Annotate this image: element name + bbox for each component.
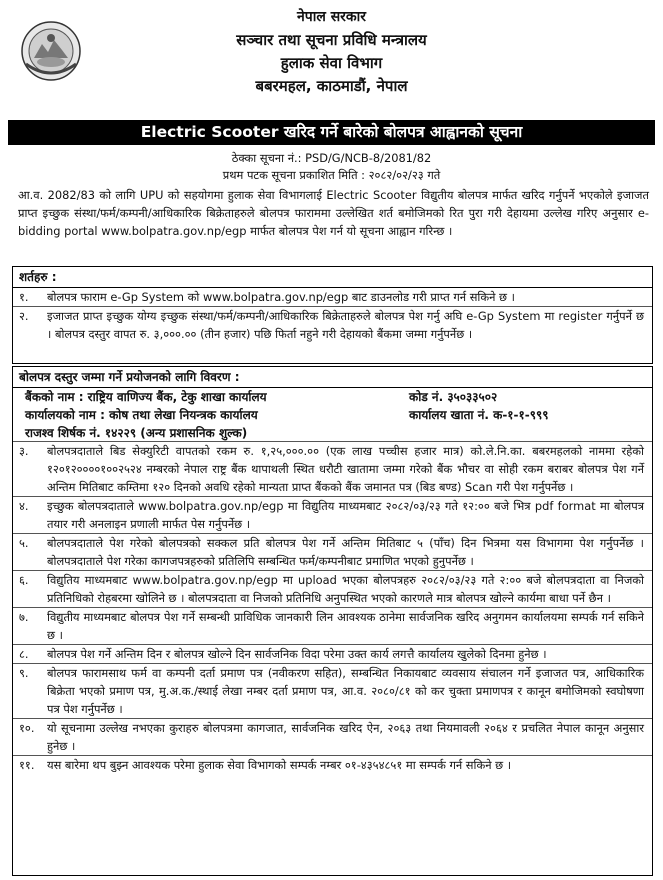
revenue-head: राजश्व शिर्षक नं. १४२२९ (अन्य प्रशासनिक शुल्क) bbox=[25, 426, 248, 440]
item-text: इच्छुक बोलपत्रदाताले www.bolpatra.gov.np/egp मा विद्युतिय माध्यमबाट २०८२/०३/२३ गते १२:०० बजे भित्र pdf format मा बोलपत्र तयार गरी अनलाइन प्रणाली मार्फत पेस गर्नुपर्नेछ । bbox=[47, 499, 644, 531]
bank-code: कोड नं. ३५०३३५०२ bbox=[409, 390, 498, 404]
item-number: ८. bbox=[19, 647, 29, 661]
item-text: बोलपत्र फारामसाथ फर्म वा कम्पनी दर्ता प्रमाण पत्र (नवीकरण सहित), सम्बन्धित निकायबाट व्यवसाय संचालन गर्ने इजाजत पत्र, आधिकारिक बिक्रेता भएको प्रमाण पत्र, मु.अ.क./स्थाई लेखा नम्बर दर्ता प्रमाण पत्र, आ.व. २०८०/८१ को कर चुक्ता प्रमाणपत्र र कानून बमोजिमको स्वघोषणा पत्र पेश गर्नुपर्नेछ । bbox=[47, 666, 644, 716]
header-lines bbox=[0, 6, 663, 98]
item-number: २. bbox=[19, 309, 29, 323]
list-item bbox=[13, 442, 652, 497]
item-number: ७. bbox=[19, 610, 29, 624]
item-number: ५. bbox=[19, 536, 29, 550]
item-text: बोलपत्र फाराम e-Gp System को www.bolpatra.gov.np/egp बाट डाउनलोड गरी प्राप्त गर्न सकिने छ । bbox=[47, 290, 515, 304]
list-item bbox=[13, 645, 652, 664]
list-item bbox=[13, 608, 652, 645]
bank-name: बैंकको नाम : राष्ट्रिय वाणिज्य बैंक, टेकु शाखा कार्यालय bbox=[25, 390, 267, 404]
department-name: हुलाक सेवा विभाग bbox=[280, 54, 383, 72]
item-text: यस बारेमा थप बुझ्न आवश्यक परेमा हुलाक सेवा विभागको सम्पर्क नम्बर ०१-४३५४८५१ मा सम्पर्क गर्न सकिने छ । bbox=[47, 758, 512, 772]
item-text: बोलपत्र पेश गर्ने अन्तिम दिन र बोलपत्र खोल्ने दिन सार्वजनिक विदा परेमा उक्त कार्य लगत्तै कार्यालय खुलेको दिनमा हुनेछ । bbox=[47, 647, 547, 661]
list-item bbox=[13, 571, 652, 608]
item-text: विद्युतीय माध्यमबाट बोलपत्र पेश गर्ने सम्बन्धी प्राविधिक जानकारी लिन आवश्यक ठानेमा सार्वजनिक खरिद अनुगमन कार्यालयमा सम्पर्क गर्न सकिने छ । bbox=[47, 610, 644, 642]
list-item bbox=[13, 307, 652, 343]
govt-name: नेपाल सरकार bbox=[296, 9, 366, 25]
reference-block bbox=[0, 150, 663, 184]
item-number: ९. bbox=[19, 666, 29, 680]
office-name: कार्यालयको नाम : कोष तथा लेखा नियन्त्रक कार्यालय bbox=[25, 408, 258, 422]
list-item bbox=[13, 756, 652, 774]
item-number: ११. bbox=[19, 758, 35, 772]
list-item bbox=[13, 719, 652, 756]
fee-heading: बोलपत्र दस्तुर जम्मा गर्ने प्रयोजनको लागि विवरण : bbox=[13, 367, 652, 388]
list-item bbox=[13, 497, 652, 534]
intro-paragraph: आ.व. 2082/83 को लागि UPU को सहयोगमा हुलाक सेवा विभागलाई Electric Scooter विद्युतीय बोलपत्र मार्फत खरिद गर्नुपर्ने भएकोले इजाजत प्राप्त इच्छुक संस्था/फर्म/कम्पनी/आधिकारिक बिक्रेताहरुले बोलपत्र फाराममा उल्लेखित शर्त बमोजिमको रित पुरा गरी देहायमा उल्लेख गरिए अनुसार e-bidding portal www.bolpatra.gov.np/egp मार्फत बोलपत्र पेश गर्न यो सूचना आह्वान गरिन्छ । bbox=[18, 188, 649, 238]
list-item bbox=[13, 534, 652, 571]
notice-number: ठेक्का सूचना नं.: PSD/G/NCB-8/2081/82 bbox=[231, 151, 432, 165]
terms-section bbox=[12, 266, 653, 364]
office-address: बबरमहल, काठमाडौं, नेपाल bbox=[255, 77, 408, 95]
notice-title: Electric Scooter खरिद गर्ने बारेको बोलपत्र आह्वानको सूचना bbox=[8, 120, 655, 145]
office-account: कार्यालय खाता नं. क-१-१-९९९ bbox=[409, 408, 549, 422]
item-number: ३. bbox=[19, 444, 29, 458]
item-number: १०. bbox=[19, 721, 35, 735]
item-number: १. bbox=[19, 290, 29, 304]
item-number: ४. bbox=[19, 499, 29, 513]
ministry-name: सञ्चार तथा सूचना प्रविधि मन्त्रालय bbox=[236, 31, 427, 49]
terms-heading: शर्तहरु : bbox=[13, 267, 652, 288]
list-item bbox=[13, 664, 652, 719]
item-text: इजाजत प्राप्त इच्छुक योग्य इच्छुक संस्था/फर्म/कम्पनी/आधिकारिक बिक्रेताहरुले बोलपत्र पेश गर्नु अघि e-Gp System मा register गर्नुपर्ने छ । बोलपत्र दस्तुर वापत रु. ३,०००.०० (तीन हजार) पछि फिर्ता नहुने गरी देहायको बैंकमा जम्मा गर्नुपर्नेछ । bbox=[47, 309, 644, 341]
item-text: यो सूचनामा उल्लेख नभएका कुराहरु बोलपत्रमा कागजात, सार्वजनिक खरिद ऐन, २०६३ तथा नियमावली २०६४ र प्रचलित नेपाल कानून अनुसार हुनेछ । bbox=[47, 721, 644, 753]
bank-details bbox=[13, 388, 652, 442]
item-text: विद्युतिय माध्यमबाट www.bolpatra.gov.np/egp मा upload भएका बोलपत्रहरु २०८२/०३/२३ गते २:०० बजे बोलपत्रदाता वा निजको प्रतिनिधिको रोहबरमा खोलिने छ । बोलपत्रदाता वा निजको प्रतिनिधि अनुपस्थित भएको कारणले मात्र बोलपत्र खोल्ने कार्यमा बाधा पर्ने छैन । bbox=[47, 573, 644, 605]
publish-date: प्रथम पटक सूचना प्रकाशित मिति : २०८२/०२/२३ गते bbox=[222, 168, 441, 182]
list-item bbox=[13, 288, 652, 307]
header bbox=[0, 0, 663, 118]
fee-section bbox=[12, 366, 653, 876]
item-text: बोलपत्रदाताले पेश गरेको बोलपत्रको सक्कल प्रति बोलपत्र पेश गर्ने अन्तिम मितिबाट ५ (पाँच) दिन भित्रमा यस विभागमा पेश गर्नुपर्नेछ । बोलपत्रदाताले पेश गरेका कागजपत्रहरुको प्रतिलिपि सम्बन्धित फर्म/कम्पनीबाट प्रमाणित भएको हुनुपर्नेछ । bbox=[47, 536, 644, 568]
item-number: ६. bbox=[19, 573, 29, 587]
item-text: बोलपत्रदाताले बिड सेक्युरिटी वापतको रकम रु. १,२५,०००.०० (एक लाख पच्चीस हजार मात्र) को.ले.नि.का. बबरमहलको नाममा रहेको १२०१२००००१००२५२४ नम्बरको नेपाल राष्ट्र बैंक थापाथली स्थित धरौटी खातामा जम्मा गरेको बैंक भौचर वा सोही रकम बराबर बोलपत्र पेश गर्ने अन्तिम मितिबाट कम्तिमा १२० दिनको अवधि रहेको मान्यता प्राप्त बैंकको बैंक जमानत पत्र (बिड बण्ड) Scan गरी पेश गर्नुपर्नेछ । bbox=[47, 444, 644, 494]
